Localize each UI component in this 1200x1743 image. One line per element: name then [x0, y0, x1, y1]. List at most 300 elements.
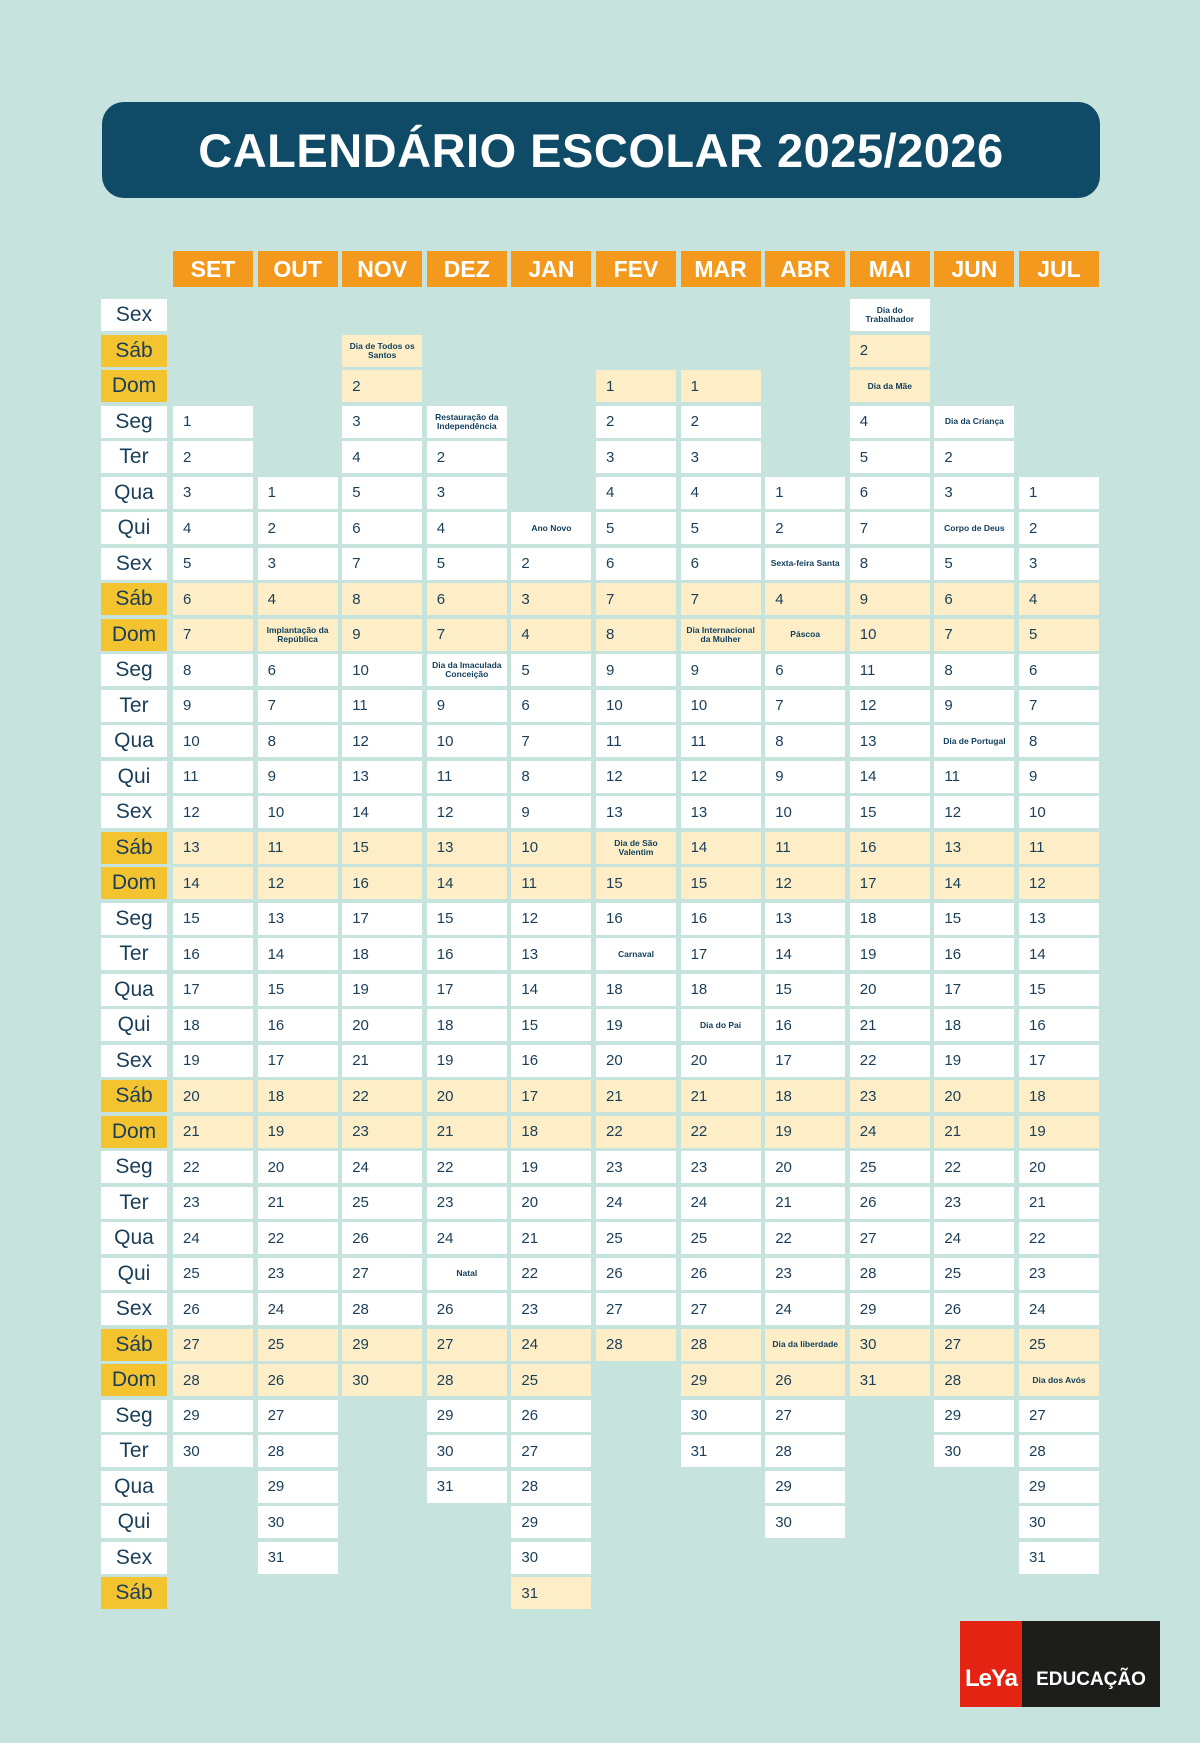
day-cell: 9 — [681, 654, 761, 686]
weekday-label: Qui — [101, 1009, 167, 1041]
day-cell: 26 — [427, 1293, 507, 1325]
day-cell: 30 — [511, 1542, 591, 1574]
day-cell: 3 — [173, 477, 253, 509]
day-cell: 27 — [511, 1435, 591, 1467]
day-cell: 3 — [1019, 548, 1099, 580]
day-cell: 4 — [681, 477, 761, 509]
day-cell: 5 — [173, 548, 253, 580]
weekday-label: Sex — [101, 299, 167, 331]
day-cell: 31 — [427, 1471, 507, 1503]
month-header: JUL — [1019, 251, 1099, 287]
day-cell: 23 — [511, 1293, 591, 1325]
day-cell: 8 — [596, 619, 676, 651]
day-cell: 10 — [173, 725, 253, 757]
weekday-label: Dom — [101, 1364, 167, 1396]
holiday-cell: Carnaval — [596, 938, 676, 970]
day-cell: 9 — [342, 619, 422, 651]
weekday-label: Sáb — [101, 335, 167, 367]
day-cell: 21 — [850, 1009, 930, 1041]
day-cell: 25 — [596, 1222, 676, 1254]
day-cell: 19 — [596, 1009, 676, 1041]
day-cell: 11 — [342, 690, 422, 722]
day-cell: 28 — [681, 1329, 761, 1361]
day-cell: 22 — [173, 1151, 253, 1183]
day-cell: 6 — [258, 654, 338, 686]
holiday-cell: Corpo de Deus — [934, 512, 1014, 544]
weekday-label: Dom — [101, 1116, 167, 1148]
day-cell: 4 — [342, 441, 422, 473]
holiday-cell: Implantação da República — [258, 619, 338, 651]
day-cell: 20 — [681, 1045, 761, 1077]
day-cell: 23 — [596, 1151, 676, 1183]
day-cell: 5 — [342, 477, 422, 509]
day-cell: 1 — [681, 370, 761, 402]
weekday-label: Sáb — [101, 583, 167, 615]
day-cell: 12 — [173, 796, 253, 828]
day-cell: 25 — [681, 1222, 761, 1254]
day-cell: 2 — [427, 441, 507, 473]
day-cell: 23 — [934, 1187, 1014, 1219]
day-cell: 27 — [765, 1400, 845, 1432]
day-cell: 24 — [342, 1151, 422, 1183]
day-cell: 31 — [681, 1435, 761, 1467]
day-cell: 12 — [1019, 867, 1099, 899]
day-cell: 19 — [850, 938, 930, 970]
weekday-label: Sex — [101, 548, 167, 580]
day-cell: 28 — [1019, 1435, 1099, 1467]
day-cell: 4 — [850, 406, 930, 438]
day-cell: 10 — [342, 654, 422, 686]
day-cell: 29 — [427, 1400, 507, 1432]
day-cell: 20 — [427, 1080, 507, 1112]
day-cell: 28 — [596, 1329, 676, 1361]
day-cell: 23 — [427, 1187, 507, 1219]
day-cell: 8 — [850, 548, 930, 580]
day-cell: 14 — [934, 867, 1014, 899]
weekday-label: Qua — [101, 725, 167, 757]
holiday-cell: Ano Novo — [511, 512, 591, 544]
day-cell: 25 — [342, 1187, 422, 1219]
day-cell: 29 — [681, 1364, 761, 1396]
day-cell: 10 — [258, 796, 338, 828]
day-cell: 27 — [427, 1329, 507, 1361]
day-cell: 5 — [427, 548, 507, 580]
holiday-cell: Sexta-feira Santa — [765, 548, 845, 580]
day-cell: 16 — [765, 1009, 845, 1041]
weekday-label: Qui — [101, 1258, 167, 1290]
day-cell: 24 — [173, 1222, 253, 1254]
day-cell: 23 — [850, 1080, 930, 1112]
day-cell: 12 — [427, 796, 507, 828]
day-cell: 1 — [765, 477, 845, 509]
day-cell: 30 — [765, 1506, 845, 1538]
day-cell: 5 — [511, 654, 591, 686]
day-cell: 24 — [1019, 1293, 1099, 1325]
day-cell: 25 — [511, 1364, 591, 1396]
day-cell: 2 — [342, 370, 422, 402]
day-cell: 4 — [596, 477, 676, 509]
weekday-label: Qua — [101, 477, 167, 509]
day-cell: 12 — [596, 761, 676, 793]
month-header: JUN — [934, 251, 1014, 287]
weekday-label: Seg — [101, 406, 167, 438]
day-cell: 25 — [173, 1258, 253, 1290]
day-cell: 24 — [681, 1187, 761, 1219]
weekday-label: Ter — [101, 690, 167, 722]
day-cell: 4 — [511, 619, 591, 651]
day-cell: 25 — [258, 1329, 338, 1361]
day-cell: 11 — [427, 761, 507, 793]
day-cell: 22 — [427, 1151, 507, 1183]
day-cell: 16 — [850, 832, 930, 864]
day-cell: 6 — [681, 548, 761, 580]
day-cell: 13 — [427, 832, 507, 864]
day-cell: 5 — [850, 441, 930, 473]
day-cell: 26 — [258, 1364, 338, 1396]
weekday-label: Sáb — [101, 832, 167, 864]
day-cell: 6 — [596, 548, 676, 580]
day-cell: 13 — [765, 903, 845, 935]
holiday-cell: Dia de Portugal — [934, 725, 1014, 757]
day-cell: 9 — [173, 690, 253, 722]
day-cell: 2 — [511, 548, 591, 580]
day-cell: 12 — [934, 796, 1014, 828]
day-cell: 20 — [173, 1080, 253, 1112]
day-cell: 2 — [850, 335, 930, 367]
day-cell: 24 — [850, 1116, 930, 1148]
day-cell: 22 — [258, 1222, 338, 1254]
page-title: CALENDÁRIO ESCOLAR 2025/2026 — [102, 102, 1100, 198]
day-cell: 21 — [681, 1080, 761, 1112]
weekday-label: Qua — [101, 1471, 167, 1503]
day-cell: 26 — [342, 1222, 422, 1254]
day-cell: 20 — [596, 1045, 676, 1077]
day-cell: 28 — [258, 1435, 338, 1467]
day-cell: 11 — [765, 832, 845, 864]
day-cell: 12 — [258, 867, 338, 899]
day-cell: 7 — [596, 583, 676, 615]
day-cell: 14 — [511, 974, 591, 1006]
day-cell: 2 — [681, 406, 761, 438]
day-cell: 6 — [342, 512, 422, 544]
day-cell: 14 — [342, 796, 422, 828]
day-cell: 10 — [681, 690, 761, 722]
day-cell: 15 — [258, 974, 338, 1006]
day-cell: 15 — [850, 796, 930, 828]
weekday-label: Sáb — [101, 1080, 167, 1112]
day-cell: 12 — [850, 690, 930, 722]
day-cell: 18 — [1019, 1080, 1099, 1112]
month-header: OUT — [258, 251, 338, 287]
day-cell: 8 — [934, 654, 1014, 686]
day-cell: 30 — [934, 1435, 1014, 1467]
day-cell: 11 — [1019, 832, 1099, 864]
weekday-label: Sex — [101, 1293, 167, 1325]
day-cell: 6 — [765, 654, 845, 686]
weekday-label: Ter — [101, 1187, 167, 1219]
day-cell: 27 — [173, 1329, 253, 1361]
day-cell: 7 — [511, 725, 591, 757]
day-cell: 14 — [427, 867, 507, 899]
day-cell: 27 — [681, 1293, 761, 1325]
holiday-cell: Dia da Imaculada Conceição — [427, 654, 507, 686]
day-cell: 13 — [850, 725, 930, 757]
day-cell: 20 — [1019, 1151, 1099, 1183]
day-cell: 23 — [258, 1258, 338, 1290]
day-cell: 18 — [850, 903, 930, 935]
weekday-label: Sáb — [101, 1329, 167, 1361]
weekday-label: Sex — [101, 1045, 167, 1077]
month-header: ABR — [765, 251, 845, 287]
day-cell: 9 — [934, 690, 1014, 722]
day-cell: 6 — [850, 477, 930, 509]
day-cell: 23 — [173, 1187, 253, 1219]
day-cell: 27 — [596, 1293, 676, 1325]
day-cell: 12 — [765, 867, 845, 899]
day-cell: 14 — [765, 938, 845, 970]
day-cell: 31 — [258, 1542, 338, 1574]
day-cell: 6 — [1019, 654, 1099, 686]
day-cell: 14 — [258, 938, 338, 970]
day-cell: 20 — [258, 1151, 338, 1183]
day-cell: 3 — [934, 477, 1014, 509]
day-cell: 23 — [1019, 1258, 1099, 1290]
day-cell: 8 — [511, 761, 591, 793]
day-cell: 11 — [173, 761, 253, 793]
day-cell: 19 — [173, 1045, 253, 1077]
day-cell: 22 — [681, 1116, 761, 1148]
day-cell: 26 — [596, 1258, 676, 1290]
weekday-label: Qua — [101, 974, 167, 1006]
day-cell: 15 — [765, 974, 845, 1006]
weekday-label: Sáb — [101, 1577, 167, 1609]
day-cell: 19 — [342, 974, 422, 1006]
day-cell: 7 — [342, 548, 422, 580]
day-cell: 21 — [427, 1116, 507, 1148]
day-cell: 15 — [511, 1009, 591, 1041]
day-cell: 3 — [511, 583, 591, 615]
day-cell: 15 — [934, 903, 1014, 935]
day-cell: 16 — [173, 938, 253, 970]
day-cell: 5 — [596, 512, 676, 544]
day-cell: 12 — [511, 903, 591, 935]
day-cell: 16 — [681, 903, 761, 935]
weekday-label: Ter — [101, 441, 167, 473]
day-cell: 31 — [511, 1577, 591, 1609]
day-cell: 22 — [765, 1222, 845, 1254]
day-cell: 10 — [596, 690, 676, 722]
day-cell: 14 — [850, 761, 930, 793]
day-cell: 11 — [850, 654, 930, 686]
weekday-label: Sex — [101, 796, 167, 828]
day-cell: 28 — [173, 1364, 253, 1396]
day-cell: 22 — [850, 1045, 930, 1077]
day-cell: 6 — [173, 583, 253, 615]
day-cell: 26 — [173, 1293, 253, 1325]
day-cell: 19 — [427, 1045, 507, 1077]
day-cell: 5 — [681, 512, 761, 544]
day-cell: 24 — [596, 1187, 676, 1219]
day-cell: 11 — [681, 725, 761, 757]
day-cell: 21 — [342, 1045, 422, 1077]
logo-brand: LeYa — [960, 1621, 1022, 1707]
day-cell: 13 — [173, 832, 253, 864]
day-cell: 9 — [765, 761, 845, 793]
day-cell: 23 — [765, 1258, 845, 1290]
day-cell: 23 — [681, 1151, 761, 1183]
day-cell: 18 — [681, 974, 761, 1006]
day-cell: 18 — [258, 1080, 338, 1112]
day-cell: 16 — [596, 903, 676, 935]
day-cell: 26 — [934, 1293, 1014, 1325]
day-cell: 9 — [427, 690, 507, 722]
day-cell: 13 — [342, 761, 422, 793]
day-cell: 24 — [427, 1222, 507, 1254]
leya-educacao-logo — [960, 1621, 1160, 1707]
day-cell: 2 — [173, 441, 253, 473]
day-cell: 19 — [258, 1116, 338, 1148]
day-cell: 20 — [765, 1151, 845, 1183]
day-cell: 30 — [681, 1400, 761, 1432]
day-cell: 21 — [258, 1187, 338, 1219]
day-cell: 30 — [258, 1506, 338, 1538]
day-cell: 24 — [934, 1222, 1014, 1254]
day-cell: 2 — [596, 406, 676, 438]
day-cell: 12 — [342, 725, 422, 757]
day-cell: 28 — [850, 1258, 930, 1290]
day-cell: 17 — [1019, 1045, 1099, 1077]
day-cell: 2 — [765, 512, 845, 544]
weekday-label: Seg — [101, 1151, 167, 1183]
day-cell: 25 — [850, 1151, 930, 1183]
day-cell: 10 — [850, 619, 930, 651]
weekday-label: Dom — [101, 370, 167, 402]
day-cell: 16 — [342, 867, 422, 899]
day-cell: 20 — [342, 1009, 422, 1041]
day-cell: 22 — [1019, 1222, 1099, 1254]
day-cell: 17 — [258, 1045, 338, 1077]
day-cell: 28 — [427, 1364, 507, 1396]
day-cell: 7 — [765, 690, 845, 722]
day-cell: 18 — [342, 938, 422, 970]
day-cell: 27 — [934, 1329, 1014, 1361]
day-cell: 3 — [596, 441, 676, 473]
day-cell: 5 — [934, 548, 1014, 580]
day-cell: 21 — [511, 1222, 591, 1254]
day-cell: 9 — [511, 796, 591, 828]
day-cell: 28 — [342, 1293, 422, 1325]
day-cell: 18 — [934, 1009, 1014, 1041]
weekday-label: Ter — [101, 938, 167, 970]
day-cell: 14 — [1019, 938, 1099, 970]
day-cell: 16 — [427, 938, 507, 970]
day-cell: 31 — [1019, 1542, 1099, 1574]
day-cell: 16 — [511, 1045, 591, 1077]
day-cell: 18 — [173, 1009, 253, 1041]
logo-text: EDUCAÇÃO — [1022, 1621, 1160, 1707]
day-cell: 21 — [596, 1080, 676, 1112]
day-cell: 11 — [596, 725, 676, 757]
holiday-cell: Dia de São Valentim — [596, 832, 676, 864]
day-cell: 13 — [511, 938, 591, 970]
day-cell: 30 — [173, 1435, 253, 1467]
day-cell: 15 — [173, 903, 253, 935]
day-cell: 15 — [1019, 974, 1099, 1006]
holiday-cell: Dia da liberdade — [765, 1329, 845, 1361]
day-cell: 22 — [342, 1080, 422, 1112]
month-header: DEZ — [427, 251, 507, 287]
day-cell: 22 — [934, 1151, 1014, 1183]
day-cell: 25 — [934, 1258, 1014, 1290]
day-cell: 17 — [681, 938, 761, 970]
holiday-cell: Dia da Criança — [934, 406, 1014, 438]
weekday-label: Dom — [101, 619, 167, 651]
day-cell: 4 — [1019, 583, 1099, 615]
day-cell: 13 — [258, 903, 338, 935]
day-cell: 7 — [427, 619, 507, 651]
day-cell: 21 — [765, 1187, 845, 1219]
day-cell: 17 — [511, 1080, 591, 1112]
day-cell: 7 — [258, 690, 338, 722]
holiday-cell: Dia Internacional da Mulher — [681, 619, 761, 651]
holiday-cell: Dia do Pai — [681, 1009, 761, 1041]
day-cell: 11 — [511, 867, 591, 899]
day-cell: 5 — [1019, 619, 1099, 651]
day-cell: 21 — [1019, 1187, 1099, 1219]
day-cell: 11 — [258, 832, 338, 864]
day-cell: 1 — [173, 406, 253, 438]
day-cell: 20 — [850, 974, 930, 1006]
day-cell: 18 — [765, 1080, 845, 1112]
day-cell: 19 — [934, 1045, 1014, 1077]
weekday-label: Ter — [101, 1435, 167, 1467]
month-header: MAR — [681, 251, 761, 287]
holiday-cell: Dia de Todos os Santos — [342, 335, 422, 367]
day-cell: 17 — [427, 974, 507, 1006]
day-cell: 8 — [342, 583, 422, 615]
day-cell: 25 — [1019, 1329, 1099, 1361]
day-cell: 3 — [342, 406, 422, 438]
day-cell: 10 — [511, 832, 591, 864]
day-cell: 7 — [681, 583, 761, 615]
day-cell: 13 — [1019, 903, 1099, 935]
holiday-cell: Dia da Mãe — [850, 370, 930, 402]
day-cell: 2 — [1019, 512, 1099, 544]
day-cell: 7 — [173, 619, 253, 651]
day-cell: 17 — [173, 974, 253, 1006]
weekday-label: Dom — [101, 867, 167, 899]
day-cell: 29 — [173, 1400, 253, 1432]
day-cell: 1 — [596, 370, 676, 402]
day-cell: 19 — [765, 1116, 845, 1148]
day-cell: 10 — [1019, 796, 1099, 828]
day-cell: 29 — [850, 1293, 930, 1325]
month-header: SET — [173, 251, 253, 287]
day-cell: 29 — [511, 1506, 591, 1538]
day-cell: 29 — [342, 1329, 422, 1361]
day-cell: 17 — [765, 1045, 845, 1077]
day-cell: 4 — [765, 583, 845, 615]
day-cell: 4 — [427, 512, 507, 544]
day-cell: 28 — [934, 1364, 1014, 1396]
day-cell: 22 — [511, 1258, 591, 1290]
day-cell: 16 — [934, 938, 1014, 970]
day-cell: 30 — [850, 1329, 930, 1361]
day-cell: 7 — [1019, 690, 1099, 722]
day-cell: 8 — [258, 725, 338, 757]
day-cell: 30 — [427, 1435, 507, 1467]
day-cell: 8 — [173, 654, 253, 686]
